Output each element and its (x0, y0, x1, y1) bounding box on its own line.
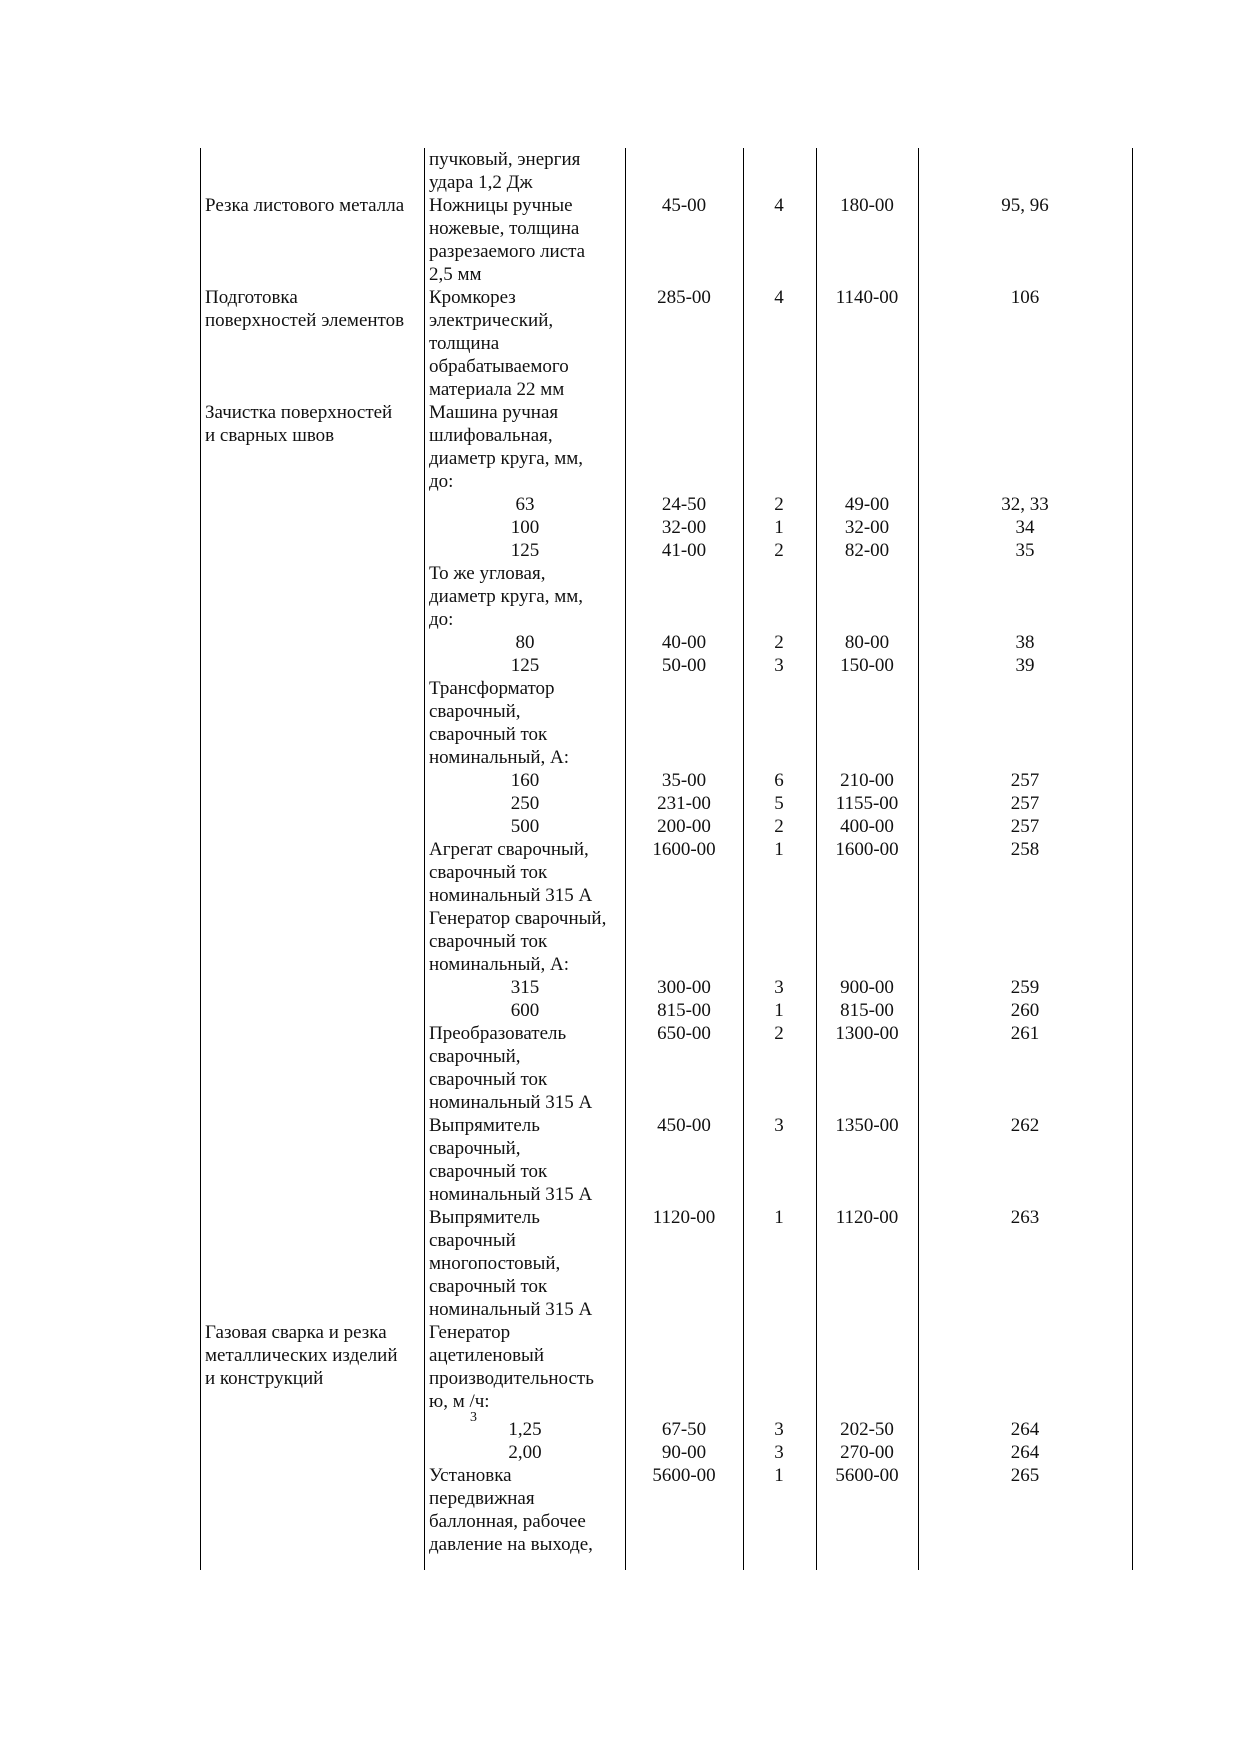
price-cell: 90-00 (661, 1441, 707, 1463)
description-cell: разрезаемого листа (429, 241, 586, 262)
description-cell: 2,5 мм (429, 264, 482, 285)
description-cell: диаметр круга, мм, (429, 586, 584, 607)
operation-cell: Газовая сварка и резка (205, 1322, 387, 1343)
description-cell: электрический, (429, 310, 554, 331)
quantity-cell: 3 (774, 1115, 784, 1136)
reference-cell: 264 (1010, 1441, 1040, 1463)
size-value-cell: 2,00 (508, 1441, 542, 1463)
description-cell: передвижная (429, 1487, 535, 1509)
operation-cell: поверхностей элементов (205, 310, 405, 331)
reference-cell: 35 (1015, 540, 1035, 561)
description-cell: сварочный ток (429, 1276, 548, 1297)
total-cell: 1300-00 (835, 1023, 899, 1044)
description-cell: сварочный (429, 1230, 516, 1251)
size-value-cell: 125 (510, 540, 540, 561)
reference-cell: 38 (1015, 632, 1035, 653)
total-cell: 202-50 (840, 1418, 894, 1440)
size-value-cell: 250 (510, 793, 540, 814)
reference-cell: 258 (1010, 839, 1040, 860)
description-cell: сварочный ток (429, 1069, 548, 1090)
description-cell: сварочный ток (429, 862, 548, 883)
column-rule (424, 148, 425, 1570)
price-cell: 1600-00 (652, 839, 716, 860)
total-cell: 5600-00 (835, 1464, 899, 1486)
description-cell: обрабатываемого (429, 356, 569, 377)
size-value-cell: 63 (515, 494, 535, 515)
total-cell: 900-00 (840, 977, 894, 998)
description-cell: сварочный ток (429, 931, 548, 952)
size-value-cell: 160 (510, 770, 540, 791)
reference-cell: 265 (1010, 1464, 1040, 1486)
total-cell: 1140-00 (835, 287, 899, 308)
price-cell: 67-50 (661, 1418, 707, 1440)
reference-cell: 261 (1010, 1023, 1040, 1044)
quantity-cell: 5 (774, 793, 784, 814)
description-cell: толщина (429, 333, 500, 354)
size-value-cell: 315 (510, 977, 540, 998)
quantity-cell: 3 (774, 655, 784, 676)
price-cell: 32-00 (661, 517, 707, 538)
description-cell: Генератор сварочный, (429, 908, 607, 929)
price-cell: 35-00 (661, 770, 707, 791)
description-cell: Ножницы ручные (429, 195, 573, 216)
quantity-cell: 1 (774, 1207, 784, 1228)
reference-cell: 259 (1010, 977, 1040, 998)
description-cell: до: (429, 471, 454, 492)
description-cell: диаметр круга, мм, (429, 448, 584, 469)
reference-cell: 34 (1015, 517, 1035, 538)
operation-cell: Подготовка (205, 287, 298, 308)
operation-cell: и конструкций (205, 1368, 324, 1389)
quantity-cell: 1 (774, 517, 784, 538)
description-cell: Выпрямитель (429, 1115, 540, 1136)
price-cell: 200-00 (657, 816, 711, 837)
description-cell: удара 1,2 Дж (429, 172, 533, 193)
description-cell: номинальный 315 А (429, 1184, 593, 1205)
reference-cell: 95, 96 (1001, 195, 1049, 216)
reference-cell: 32, 33 (1001, 494, 1049, 515)
description-cell: до: (429, 609, 454, 630)
quantity-cell: 1 (774, 1000, 784, 1021)
reference-cell: 257 (1010, 793, 1040, 814)
price-cell: 450-00 (657, 1115, 711, 1136)
size-value-cell: 80 (515, 632, 535, 653)
operation-cell: Зачистка поверхностей (205, 402, 393, 423)
total-cell: 210-00 (840, 770, 894, 791)
size-value-cell: 100 (510, 517, 540, 538)
total-cell: 815-00 (840, 1000, 894, 1021)
quantity-cell: 3 (774, 977, 784, 998)
description-cell: Трансформатор (429, 678, 555, 699)
total-cell: 1600-00 (835, 839, 899, 860)
price-cell: 50-00 (661, 655, 707, 676)
price-cell: 1120-00 (652, 1207, 716, 1228)
size-value-cell: 500 (510, 816, 540, 837)
operation-cell: и сварных швов (205, 425, 335, 446)
description-cell: сварочный ток (429, 724, 548, 745)
reference-cell: 106 (1010, 287, 1040, 308)
total-cell: 270-00 (840, 1441, 894, 1463)
description-cell: производительность (429, 1368, 594, 1389)
reference-cell: 39 (1015, 655, 1035, 676)
reference-cell: 260 (1010, 1000, 1040, 1021)
quantity-cell: 3 (774, 1418, 784, 1440)
quantity-cell: 4 (774, 195, 784, 216)
quantity-cell: 2 (774, 632, 784, 653)
description-cell: Кромкорез (429, 287, 516, 308)
description-cell: номинальный 315 А (429, 885, 593, 906)
description-cell: Преобразователь (429, 1023, 567, 1044)
quantity-cell: 1 (774, 839, 784, 860)
price-cell: 815-00 (657, 1000, 711, 1021)
column-rule (1132, 148, 1133, 1570)
description-cell: сварочный ток (429, 1161, 548, 1182)
description-cell: давление на выходе, (429, 1533, 593, 1555)
description-cell: ацетиленовый (429, 1345, 544, 1366)
description-cell: номинальный, А: (429, 747, 570, 768)
description-cell: шлифовальная, (429, 425, 553, 446)
reference-cell: 264 (1010, 1418, 1040, 1440)
total-cell: 1350-00 (835, 1115, 899, 1136)
description-cell: материала 22 мм (429, 379, 565, 400)
description-cell: Генератор (429, 1322, 511, 1343)
price-cell: 40-00 (661, 632, 707, 653)
quantity-cell: 2 (774, 816, 784, 837)
total-cell: 82-00 (844, 540, 890, 561)
price-cell: 231-00 (657, 793, 711, 814)
quantity-cell: 6 (774, 770, 784, 791)
description-cell: многопостовый, (429, 1253, 561, 1274)
description-cell: сварочный, (429, 1046, 521, 1067)
quantity-cell: 1 (774, 1464, 784, 1486)
description-cell: сварочный, (429, 1138, 521, 1159)
size-value-cell: 1,25 (508, 1418, 542, 1440)
description-cell: То же угловая, (429, 563, 546, 584)
size-value-cell: 125 (510, 655, 540, 676)
operation-cell: Резка листового металла (205, 195, 405, 216)
reference-cell: 257 (1010, 770, 1040, 791)
total-cell: 150-00 (840, 655, 894, 676)
quantity-cell: 2 (774, 1023, 784, 1044)
unit-superscript: 3 (470, 1410, 477, 1425)
description-cell: Установка (429, 1464, 512, 1486)
reference-cell: 263 (1010, 1207, 1040, 1228)
description-cell: баллонная, рабочее (429, 1510, 586, 1532)
quantity-cell: 2 (774, 540, 784, 561)
description-cell: сварочный, (429, 701, 521, 722)
description-cell: Агрегат сварочный, (429, 839, 589, 860)
total-cell: 1155-00 (835, 793, 899, 814)
description-cell: Выпрямитель (429, 1207, 540, 1228)
total-cell: 80-00 (844, 632, 890, 653)
price-cell: 24-50 (661, 494, 707, 515)
reference-cell: 257 (1010, 816, 1040, 837)
quantity-cell: 4 (774, 287, 784, 308)
reference-cell: 262 (1010, 1115, 1040, 1136)
price-cell: 5600-00 (652, 1464, 716, 1486)
quantity-cell: 3 (774, 1441, 784, 1463)
description-cell: номинальный, А: (429, 954, 570, 975)
total-cell: 1120-00 (835, 1207, 899, 1228)
description-cell: Машина ручная (429, 402, 559, 423)
price-cell: 45-00 (661, 195, 707, 216)
description-cell: ножевые, толщина (429, 218, 580, 239)
column-rule (200, 148, 201, 1570)
description-cell: пучковый, энергия (429, 149, 581, 170)
total-cell: 400-00 (840, 816, 894, 837)
price-cell: 285-00 (657, 287, 711, 308)
description-cell: номинальный 315 А (429, 1092, 593, 1113)
price-cell: 41-00 (661, 540, 707, 561)
size-value-cell: 600 (510, 1000, 540, 1021)
total-cell: 32-00 (844, 517, 890, 538)
total-cell: 49-00 (844, 494, 890, 515)
price-cell: 300-00 (657, 977, 711, 998)
operation-cell: металлических изделий (205, 1345, 398, 1366)
description-cell: ю, м /ч: (429, 1391, 490, 1412)
quantity-cell: 2 (774, 494, 784, 515)
description-cell: номинальный 315 А (429, 1299, 593, 1320)
total-cell: 180-00 (840, 195, 894, 216)
price-cell: 650-00 (657, 1023, 711, 1044)
